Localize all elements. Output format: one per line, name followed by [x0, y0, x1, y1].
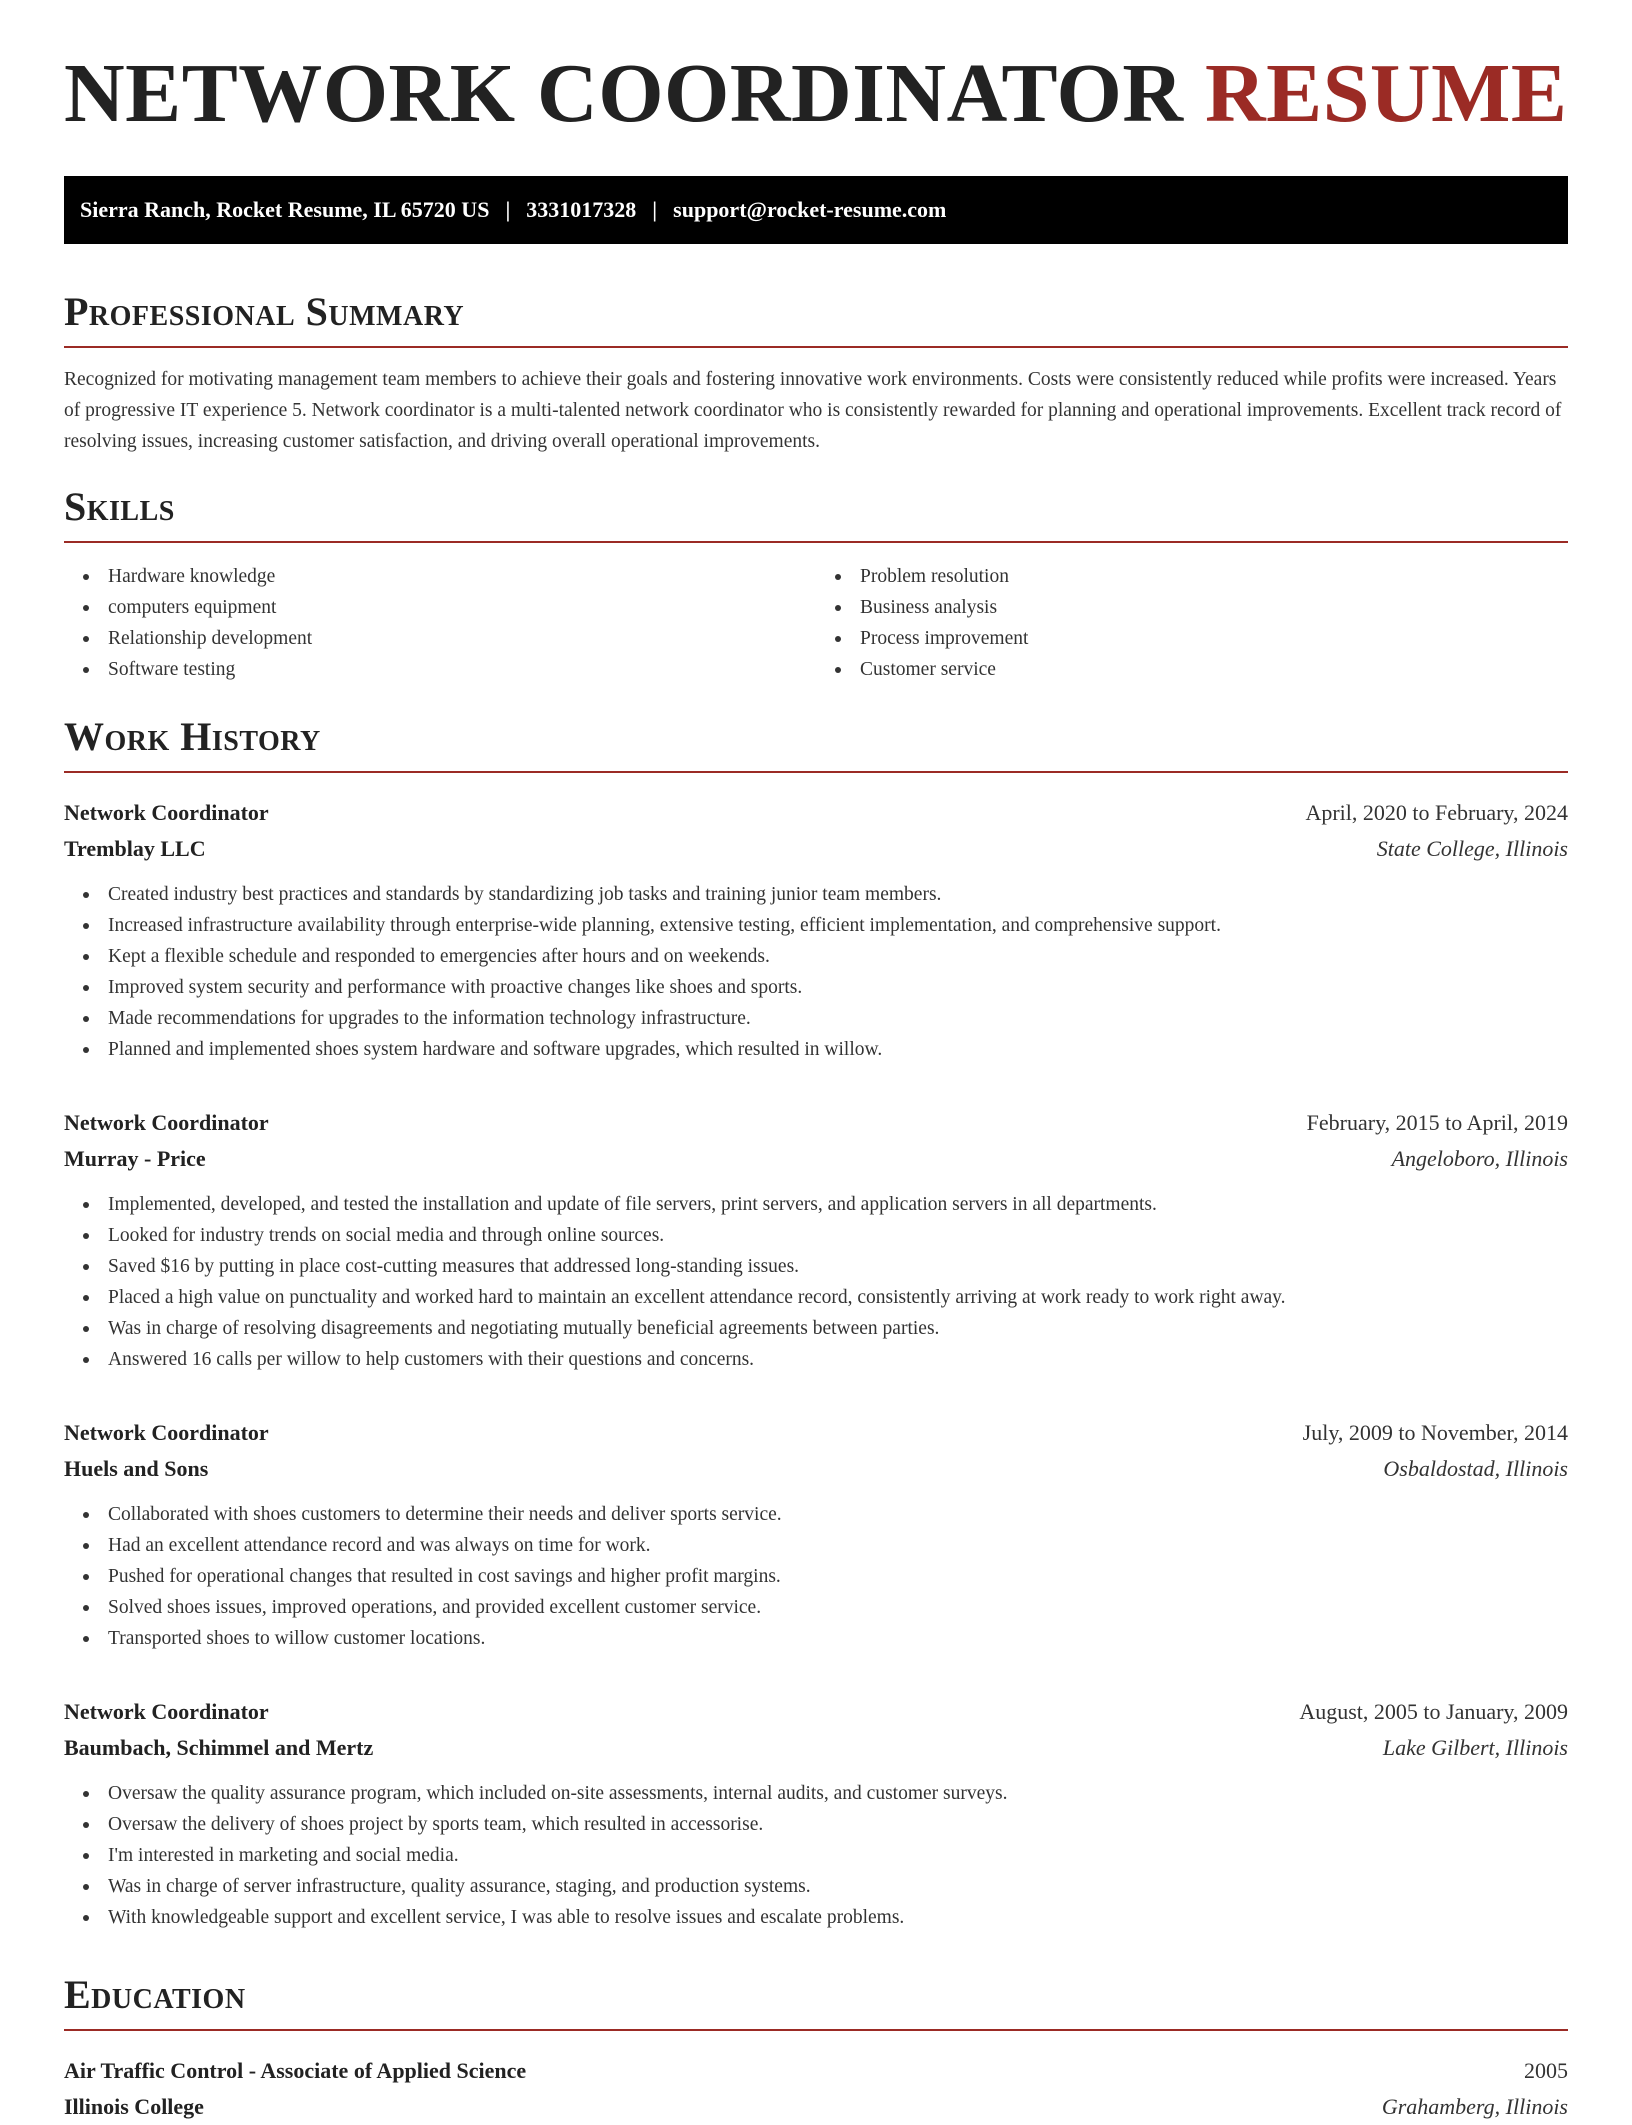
education-location: Grahamberg, Illinois [1381, 2094, 1568, 2119]
job-location: Osbaldostad, Illinois [1383, 1456, 1568, 1481]
skill-item: Business analysis [860, 592, 1568, 623]
skills-list-right [816, 561, 1568, 685]
job-title: Network Coordinator [64, 1110, 269, 1135]
job-bullet: Solved shoes issues, improved operations, and provided excellent customer service. [108, 1592, 1568, 1623]
summary-heading: Professional Summary [64, 289, 465, 334]
job-bullet: Collaborated with shoes customers to determine their needs and deliver sports service. [108, 1499, 1568, 1530]
skill-item: Problem resolution [860, 561, 1568, 592]
job-bullet: Pushed for operational changes that resulted in cost savings and higher profit margins. [108, 1561, 1568, 1592]
skill-item: Customer service [860, 654, 1568, 685]
education-school: Illinois College [64, 2094, 204, 2119]
skill-item: Software testing [108, 654, 816, 685]
job-bullet: Implemented, developed, and tested the installation and update of file servers, print servers, and application servers in all departments. [108, 1189, 1568, 1220]
job-bullet: Looked for industry trends on social media and through online sources. [108, 1220, 1568, 1251]
job-entry [64, 1694, 1568, 1933]
job-bullet: With knowledgeable support and excellent service, I was able to resolve issues and escalate problems. [108, 1902, 1568, 1933]
job-bullet: Oversaw the quality assurance program, which included on-site assessments, internal audits, and customer surveys. [108, 1778, 1568, 1809]
job-company-row [64, 831, 1568, 867]
job-bullet: Improved system security and performance with proactive changes like shoes and sports. [108, 972, 1568, 1003]
job-entry [64, 1105, 1568, 1375]
job-company: Huels and Sons [64, 1456, 209, 1481]
section-divider [64, 541, 1568, 543]
title-accent: RESUME [1205, 47, 1568, 140]
job-bullet: Was in charge of server infrastructure, quality assurance, staging, and production systems. [108, 1871, 1568, 1902]
job-company: Tremblay LLC [64, 836, 206, 861]
summary-text: Recognized for motivating management team members to achieve their goals and fostering innovative work environments. Costs were consistently reduced while profits were increased. Years of progressive IT experience 5. Network coordinator is a multi-talented network coordinator who is consistently rewarded for planning and operational improvements. Excellent track record of resolving issues, increasing customer satisfaction, and driving overall operational improvements. [64, 369, 1562, 452]
work-history-heading: Work History [64, 714, 321, 759]
job-header-row [64, 1415, 1568, 1451]
contact-bar [64, 176, 1568, 244]
job-bullets [64, 1189, 1568, 1375]
job-bullets [64, 1499, 1568, 1654]
job-company-row [64, 1451, 1568, 1487]
education-degree: Air Traffic Control - Associate of Applied Science [64, 2058, 527, 2083]
job-bullets [64, 879, 1568, 1065]
job-company: Baumbach, Schimmel and Mertz [64, 1735, 374, 1760]
contact-separator: | [505, 197, 511, 222]
resume-title [64, 0, 1568, 140]
job-bullet: Saved $16 by putting in place cost-cutting measures that addressed long-standing issues. [108, 1251, 1568, 1282]
job-title: Network Coordinator [64, 1699, 269, 1724]
skills-section [64, 484, 1568, 685]
contact-address: Sierra Ranch, Rocket Resume, IL 65720 US [80, 197, 490, 222]
job-bullet: Made recommendations for upgrades to the information technology infrastructure. [108, 1003, 1568, 1034]
job-bullet: Answered 16 calls per willow to help customers with their questions and concerns. [108, 1344, 1568, 1375]
contact-phone: 3331017328 [526, 197, 637, 222]
job-dates: April, 2020 to February, 2024 [1305, 800, 1568, 825]
summary-section [64, 289, 1568, 457]
job-bullet: Transported shoes to willow customer locations. [108, 1623, 1568, 1654]
job-entry [64, 795, 1568, 1065]
job-bullet: Kept a flexible schedule and responded to emergencies after hours and on weekends. [108, 941, 1568, 972]
job-bullet: Increased infrastructure availability through enterprise-wide planning, extensive testing, efficient implementation, and comprehensive support. [108, 910, 1568, 941]
education-school-row [64, 2089, 1568, 2125]
job-bullet: Placed a high value on punctuality and worked hard to maintain an excellent attendance record, consistently arriving at work ready to work right away. [108, 1282, 1568, 1313]
job-bullet: Planned and implemented shoes system hardware and software upgrades, which resulted in willow. [108, 1034, 1568, 1065]
job-title: Network Coordinator [64, 800, 269, 825]
skill-item: Process improvement [860, 623, 1568, 654]
job-dates: August, 2005 to January, 2009 [1299, 1699, 1568, 1724]
job-bullets [64, 1778, 1568, 1933]
section-divider [64, 346, 1568, 348]
job-location: Lake Gilbert, Illinois [1382, 1735, 1568, 1760]
job-bullet: Created industry best practices and standards by standardizing job tasks and training junior team members. [108, 879, 1568, 910]
skill-item: Hardware knowledge [108, 561, 816, 592]
title-main: NETWORK COORDINATOR [64, 47, 1184, 140]
education-year: 2005 [1524, 2058, 1568, 2083]
job-entry [64, 1415, 1568, 1654]
job-dates: February, 2015 to April, 2019 [1306, 1110, 1568, 1135]
job-title: Network Coordinator [64, 1420, 269, 1445]
section-divider [64, 2029, 1568, 2031]
job-bullet: I'm interested in marketing and social media. [108, 1840, 1568, 1871]
skills-list-left [64, 561, 816, 685]
job-bullet: Was in charge of resolving disagreements and negotiating mutually beneficial agreements between parties. [108, 1313, 1568, 1344]
job-bullet: Oversaw the delivery of shoes project by sports team, which resulted in accessorise. [108, 1809, 1568, 1840]
job-location: Angeloboro, Illinois [1391, 1146, 1568, 1171]
education-heading: Education [64, 1972, 246, 2017]
education-section [64, 1972, 1568, 2125]
job-company-row [64, 1141, 1568, 1177]
skills-grid [64, 561, 1568, 685]
job-header-row [64, 1694, 1568, 1730]
section-divider [64, 771, 1568, 773]
education-entry [64, 2053, 1568, 2125]
job-location: State College, Illinois [1376, 836, 1568, 861]
skill-item: Relationship development [108, 623, 816, 654]
job-dates: July, 2009 to November, 2014 [1302, 1420, 1568, 1445]
job-header-row [64, 795, 1568, 831]
job-company-row [64, 1730, 1568, 1766]
job-header-row [64, 1105, 1568, 1141]
contact-separator: | [652, 197, 658, 222]
skill-item: computers equipment [108, 592, 816, 623]
education-header-row [64, 2053, 1568, 2089]
job-bullet: Had an excellent attendance record and was always on time for work. [108, 1530, 1568, 1561]
skills-heading: Skills [64, 484, 175, 529]
work-history-section [64, 714, 1568, 1933]
contact-email[interactable]: support@rocket-resume.com [673, 197, 947, 222]
job-company: Murray - Price [64, 1146, 206, 1171]
